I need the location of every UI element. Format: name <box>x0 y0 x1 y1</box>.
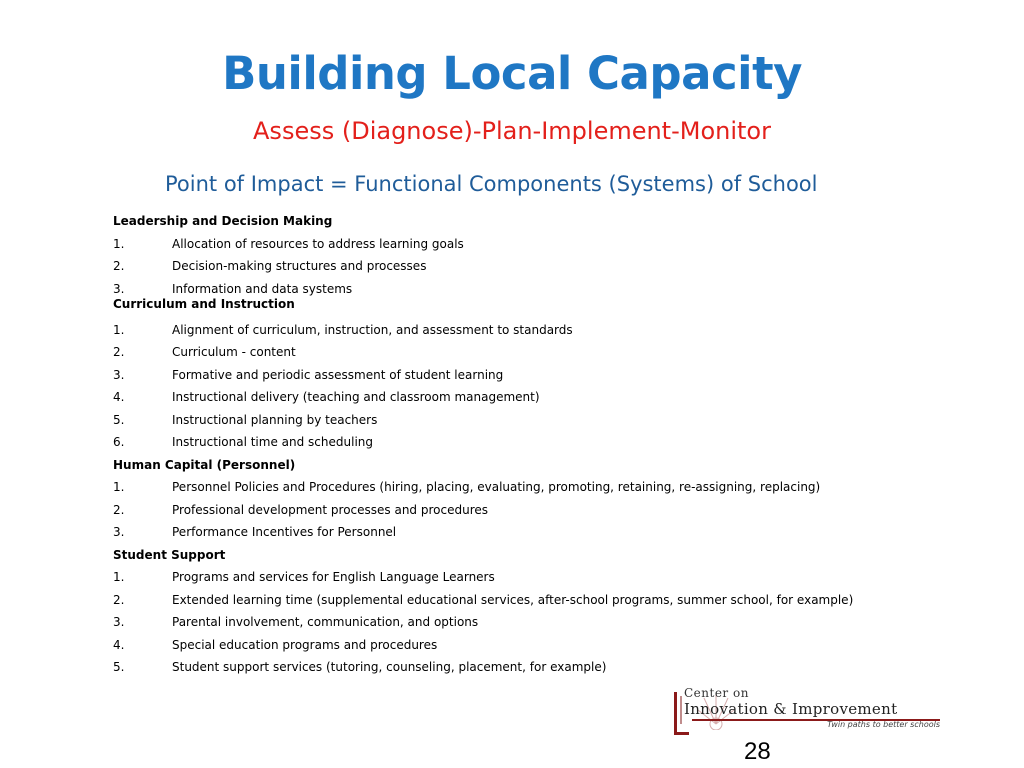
item-number: 2. <box>113 502 125 517</box>
section-title: Leadership and Decision Making <box>113 214 333 228</box>
list-item <box>113 566 993 589</box>
item-text: Special education programs and procedures <box>172 637 438 652</box>
list-item <box>113 341 993 364</box>
list-item <box>113 476 993 499</box>
item-text: Curriculum - content <box>172 345 296 359</box>
slide-subtitle: Assess (Diagnose)-Plan-Implement-Monitor <box>253 117 771 145</box>
list-item <box>113 521 993 544</box>
logo-line-2: Innovation & Improvement <box>684 700 898 718</box>
item-number: 1. <box>113 236 125 251</box>
list-item <box>113 233 993 256</box>
item-number: 2. <box>113 592 125 607</box>
item-text: Instructional delivery (teaching and classroom management) <box>172 390 540 404</box>
page-number: 28 <box>744 738 771 765</box>
item-number: 1. <box>113 480 125 494</box>
list-item <box>113 409 993 432</box>
item-text: Alignment of curriculum, instruction, and assessment to standards <box>172 322 573 337</box>
point-of-impact-heading: Point of Impact = Functional Components (Systems) of School <box>165 172 818 196</box>
section-student-support <box>113 544 993 679</box>
list-item <box>113 611 993 634</box>
list-item <box>113 386 993 409</box>
list-item <box>113 656 993 679</box>
item-number: 2. <box>113 345 125 359</box>
item-text: Programs and services for English Language Learners <box>172 570 495 584</box>
item-number: 3. <box>113 525 125 539</box>
section-title: Student Support <box>113 547 226 562</box>
item-text: Extended learning time (supplemental educational services, after-school programs, summer school, for example) <box>172 592 854 607</box>
section-leadership <box>113 210 993 297</box>
item-number: 4. <box>113 390 125 404</box>
center-logo <box>672 686 946 732</box>
components-list <box>113 210 993 679</box>
item-text: Performance Incentives for Personnel <box>172 525 397 539</box>
section-title: Human Capital (Personnel) <box>113 457 296 472</box>
item-number: 1. <box>113 570 125 584</box>
item-text: Instructional time and scheduling <box>172 435 373 449</box>
list-item <box>113 634 993 657</box>
item-text: Professional development processes and procedures <box>172 502 488 517</box>
section-human-capital <box>113 454 993 544</box>
item-number: 5. <box>113 412 125 427</box>
section-curriculum <box>113 297 993 454</box>
item-number: 3. <box>113 281 125 296</box>
item-number: 3. <box>113 615 125 629</box>
item-text: Allocation of resources to address learning goals <box>172 236 464 251</box>
item-text: Student support services (tutoring, counseling, placement, for example) <box>172 660 607 674</box>
item-number: 2. <box>113 259 125 273</box>
logo-tagline: Twin paths to better schools <box>827 720 940 729</box>
item-text: Information and data systems <box>172 281 353 296</box>
item-text: Decision-making structures and processes <box>172 259 427 273</box>
list-item <box>113 589 993 612</box>
item-number: 6. <box>113 435 125 449</box>
section-title: Curriculum and Instruction <box>113 296 295 311</box>
list-item <box>113 278 993 297</box>
list-item <box>113 364 993 387</box>
item-number: 4. <box>113 637 125 652</box>
slide-title: Building Local Capacity <box>222 47 802 100</box>
item-number: 1. <box>113 322 125 337</box>
item-number: 5. <box>113 660 125 674</box>
item-text: Personnel Policies and Procedures (hiring, placing, evaluating, promoting, retaining, re-assigning, replacing) <box>172 480 821 494</box>
logo-line-1: Center on <box>684 686 749 700</box>
item-text: Instructional planning by teachers <box>172 412 378 427</box>
item-number: 3. <box>113 367 125 382</box>
list-item <box>113 255 993 278</box>
list-item <box>113 319 993 342</box>
list-item <box>113 431 993 454</box>
item-text: Parental involvement, communication, and options <box>172 615 479 629</box>
list-item <box>113 499 993 522</box>
item-text: Formative and periodic assessment of student learning <box>172 367 504 382</box>
